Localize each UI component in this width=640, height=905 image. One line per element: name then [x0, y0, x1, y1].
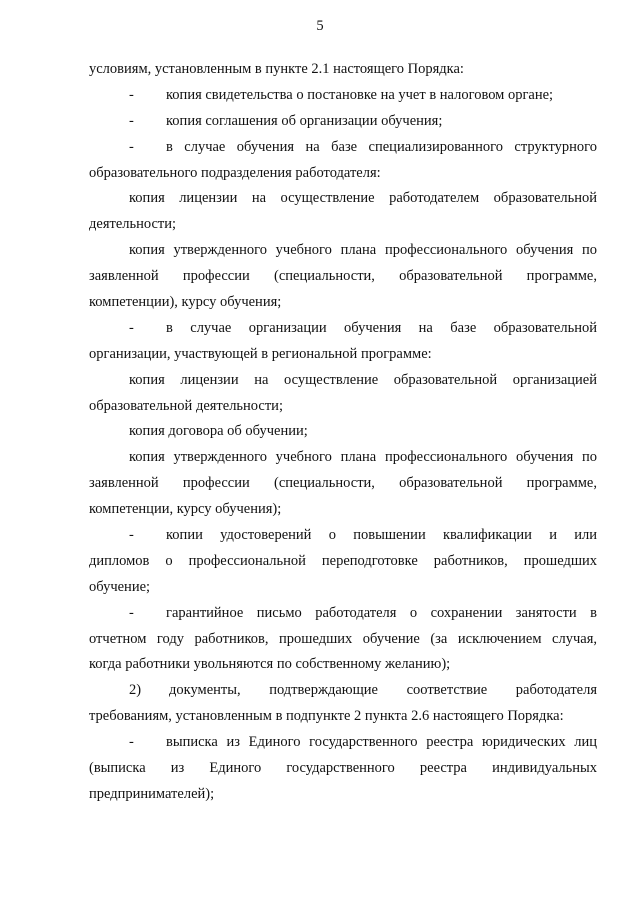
dash-marker: - [129, 734, 134, 751]
dash-marker: - [129, 86, 134, 103]
text-line: копия договора об обучении; [129, 423, 308, 440]
text-line: отчетном году работников, прошедших обучение (за исключением случая, [89, 630, 597, 647]
text-line: заявленной профессии (специальности, образовательной программе, [89, 268, 597, 285]
dash-list-item [89, 135, 597, 161]
list-item-text: документы, подтверждающие соответствие работодателя [169, 682, 597, 699]
dash-list-item [89, 316, 597, 342]
text-line: когда работники увольняются по собственному желанию); [89, 656, 451, 673]
text-line: обучение; [89, 578, 151, 595]
page-number: 5 [316, 18, 324, 34]
dash-marker: - [129, 319, 134, 336]
text-line: компетенции, курсу обучения); [89, 501, 282, 518]
dash-list-item [89, 601, 597, 627]
dash-marker: - [129, 112, 134, 129]
numbered-list-item [89, 678, 597, 704]
dash-marker: - [129, 527, 134, 544]
dash-list-item [89, 730, 597, 756]
dash-list-item [89, 109, 597, 135]
text-line: деятельности; [89, 216, 177, 233]
text-line: копия утвержденного учебного плана профессионального обучения по [129, 242, 597, 259]
text-line: условиям, установленным в пункте 2.1 настоящего Порядка: [89, 61, 464, 77]
text-line: копия утвержденного учебного плана профессионального обучения по [129, 449, 597, 466]
text-line: компетенции), курсу обучения; [89, 294, 282, 311]
text-line: (выписка из Единого государственного реестра индивидуальных [89, 760, 597, 777]
text-line: копия лицензии на осуществление образовательной организацией [129, 371, 597, 388]
list-item-text: в случае обучения на базе специализированного структурного [166, 138, 597, 155]
list-item-text: копия свидетельства о постановке на учет в налоговом органе; [166, 86, 554, 103]
text-line: образовательной деятельности; [89, 397, 283, 414]
dash-marker: - [129, 138, 134, 155]
text-line: дипломов о профессиональной переподготовке работников, прошедших [89, 552, 597, 569]
text-line: образовательного подразделения работодателя: [89, 164, 381, 181]
dash-list-item [89, 523, 597, 549]
list-item-text: выписка из Единого государственного реестра юридических лиц [166, 734, 597, 751]
list-item-text: в случае организации обучения на базе образовательной [166, 319, 597, 336]
document-body [89, 57, 597, 808]
list-item-text: гарантийное письмо работодателя о сохранении занятости в [166, 604, 597, 621]
dash-list-item [89, 83, 597, 109]
list-item-text: копия соглашения об организации обучения; [166, 112, 443, 129]
text-line: заявленной профессии (специальности, образовательной программе, [89, 475, 597, 492]
text-line: организации, участвующей в региональной программе: [89, 345, 432, 362]
item-number: 2) [129, 682, 142, 699]
text-line: копия лицензии на осуществление работодателем образовательной [129, 190, 597, 207]
dash-marker: - [129, 604, 134, 621]
text-line: предпринимателей); [89, 785, 215, 802]
text-line: требованиям, установленным в подпункте 2 пункта 2.6 настоящего Порядка: [89, 708, 564, 725]
list-item-text: копии удостоверений о повышении квалификации и или [166, 527, 597, 544]
